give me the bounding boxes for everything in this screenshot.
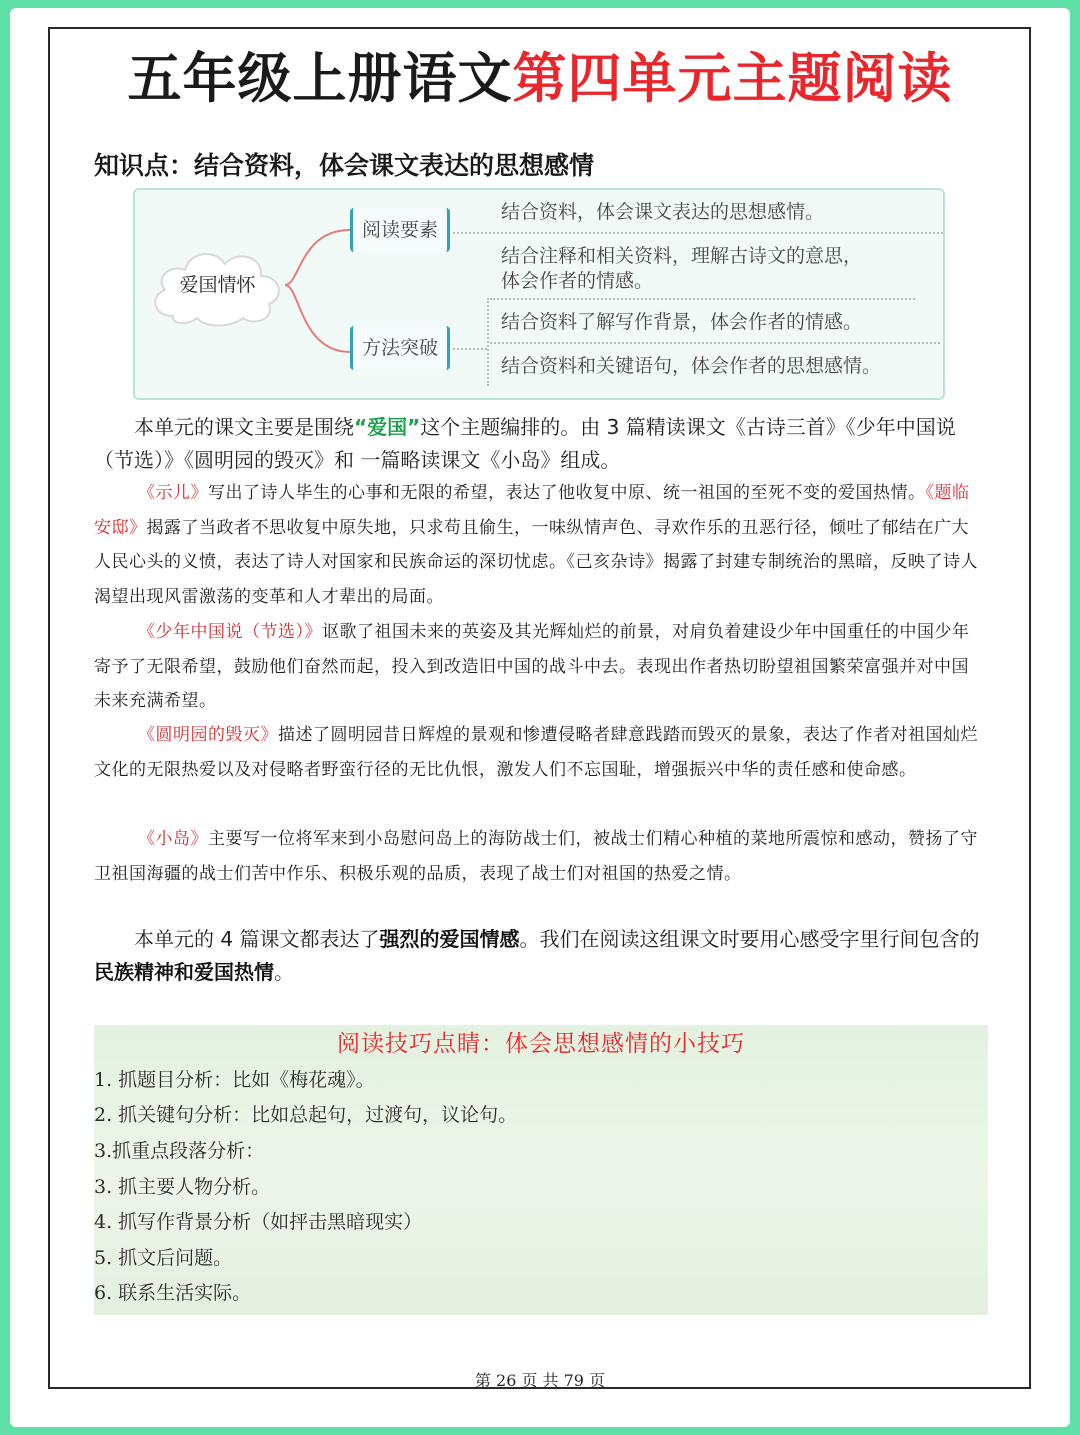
tip-item: 2. 抓关键句分析：比如总起句，过渡句，议论句。 <box>94 1104 518 1126</box>
analysis-title: 《己亥杂诗》 <box>566 552 663 572</box>
analysis-title: 《示儿》 <box>138 483 208 503</box>
intro-highlight: “爱国” <box>354 415 421 439</box>
branch-method-breakthrough: 方法突破 <box>350 326 450 370</box>
tip-item: 6. 联系生活实际。 <box>94 1282 252 1304</box>
summary-paragraph <box>94 923 986 989</box>
summary-bold: 强烈的爱国情感 <box>379 927 520 951</box>
analysis-text: 揭露了当政者不思收复中原失地，只求苟且偷生，一味纵情声色、寻欢作乐的丑恶行径，倾吐了郁结在广大人民心头的义愤，表达了诗人对国家和民族命运的深切忧虑。 <box>94 517 969 572</box>
page-number: 第 26 页 共 79 页 <box>474 1371 606 1390</box>
mind-map <box>133 188 945 400</box>
title-grade: 五年级上册语文 <box>127 47 513 110</box>
leaf-method-1-line2: 体会作者的情感。 <box>501 270 654 292</box>
analysis-text: 主要写一位将军来到小岛慰问岛上的海防战士们，被战士们精心种植的菜地所震惊和感动，赞扬了守卫祖国海疆的战士们苦中作乐、积极乐观的品质，表现了战士们对祖国的热爱之情。 <box>94 829 978 884</box>
analysis-shaonian <box>94 615 986 719</box>
reading-tips-box <box>94 1025 988 1315</box>
tip-item: 4. 抓写作背景分析（如抨击黑暗现实） <box>94 1211 423 1233</box>
leaf-reading-element: 结合资料，体会课文表达的思想感情。 <box>501 201 825 223</box>
divider <box>490 342 940 344</box>
analysis-text: 讴歌了祖国未来的英姿及其光辉灿烂的前景，对肩负着建设少年中国重任的中国少年寄予了无限希望，鼓励他们奋然而起，投入到改造旧中国的战斗中去。表现出作者热切盼望祖国繁荣富强并对中国未来充满希望。 <box>94 622 970 711</box>
divider <box>453 232 943 234</box>
divider <box>490 298 915 300</box>
summary-bold: 民族精神和爱国热情 <box>94 960 274 984</box>
analysis-title: 《题临安邸》 <box>94 483 970 538</box>
analysis-text: 写出了诗人毕生的心事和无限的希望，表达了他收复中原、统一祖国的至死不变的爱国热情。 <box>208 483 926 503</box>
tip-item: 1. 抓题目分析：比如《梅花魂》。 <box>94 1069 375 1091</box>
summary-text: 。我们在阅读这组课文时要用心感受字里行间包含的 <box>519 927 980 951</box>
analysis-yuanmingyuan <box>94 718 986 787</box>
page-title <box>0 47 1080 110</box>
analysis-title: 《圆明园的毁灭》 <box>138 725 278 745</box>
tip-item: 3.抓重点段落分析： <box>94 1140 265 1162</box>
mindmap-center: 爱国情怀 <box>179 274 256 296</box>
analysis-poems <box>94 476 986 614</box>
intro-paragraph <box>94 411 986 477</box>
title-unit: 第四单元主题阅读 <box>512 47 953 110</box>
tip-item: 3. 抓主要人物分析。 <box>94 1176 271 1198</box>
divider <box>487 298 489 386</box>
knowledge-point: 知识点：结合资料，体会课文表达的思想感情 <box>94 151 595 180</box>
intro-text-end: 这个主题编排的。由 3 篇精读课文《古诗三首》《少年中国说（节选）》《圆明园的毁灭》和 一篇略读课文《小岛》组成。 <box>94 415 956 472</box>
analysis-text: 描述了圆明园昔日辉煌的景观和惨遭侵略者肆意践踏而毁灭的景象，表达了作者对祖国灿烂文化的无限热爱以及对侵略者野蛮行径的无比仇恨，激发人们不忘国耻，增强振兴中华的责任感和使命感。 <box>94 725 978 780</box>
tip-item: 5. 抓文后问题。 <box>94 1247 233 1269</box>
analysis-xiaodao <box>94 822 986 891</box>
analysis-title: 《少年中国说（节选）》 <box>138 622 322 642</box>
leaf-method-3: 结合资料和关键语句，体会作者的思想感情。 <box>501 355 882 377</box>
intro-text-start: 本单元的课文主要是围绕 <box>134 415 354 439</box>
analysis-text: 揭露了封建专制统治的黑暗，反映了诗人渴望出现风雷激荡的变革和人才辈出的局面。 <box>94 552 978 607</box>
summary-text: 。 <box>274 960 294 984</box>
divider <box>453 348 487 350</box>
leaf-method-1-line1: 结合注释和相关资料，理解古诗文的意思， <box>501 245 863 267</box>
analysis-title: 《小岛》 <box>138 829 208 849</box>
leaf-method-2: 结合资料了解写作背景，体会作者的情感。 <box>501 311 863 333</box>
summary-text: 本单元的 4 篇课文都表达了 <box>134 927 380 951</box>
branch-reading-elements: 阅读要素 <box>350 208 450 252</box>
tips-title: 阅读技巧点睛：体会思想感情的小技巧 <box>337 1031 745 1057</box>
